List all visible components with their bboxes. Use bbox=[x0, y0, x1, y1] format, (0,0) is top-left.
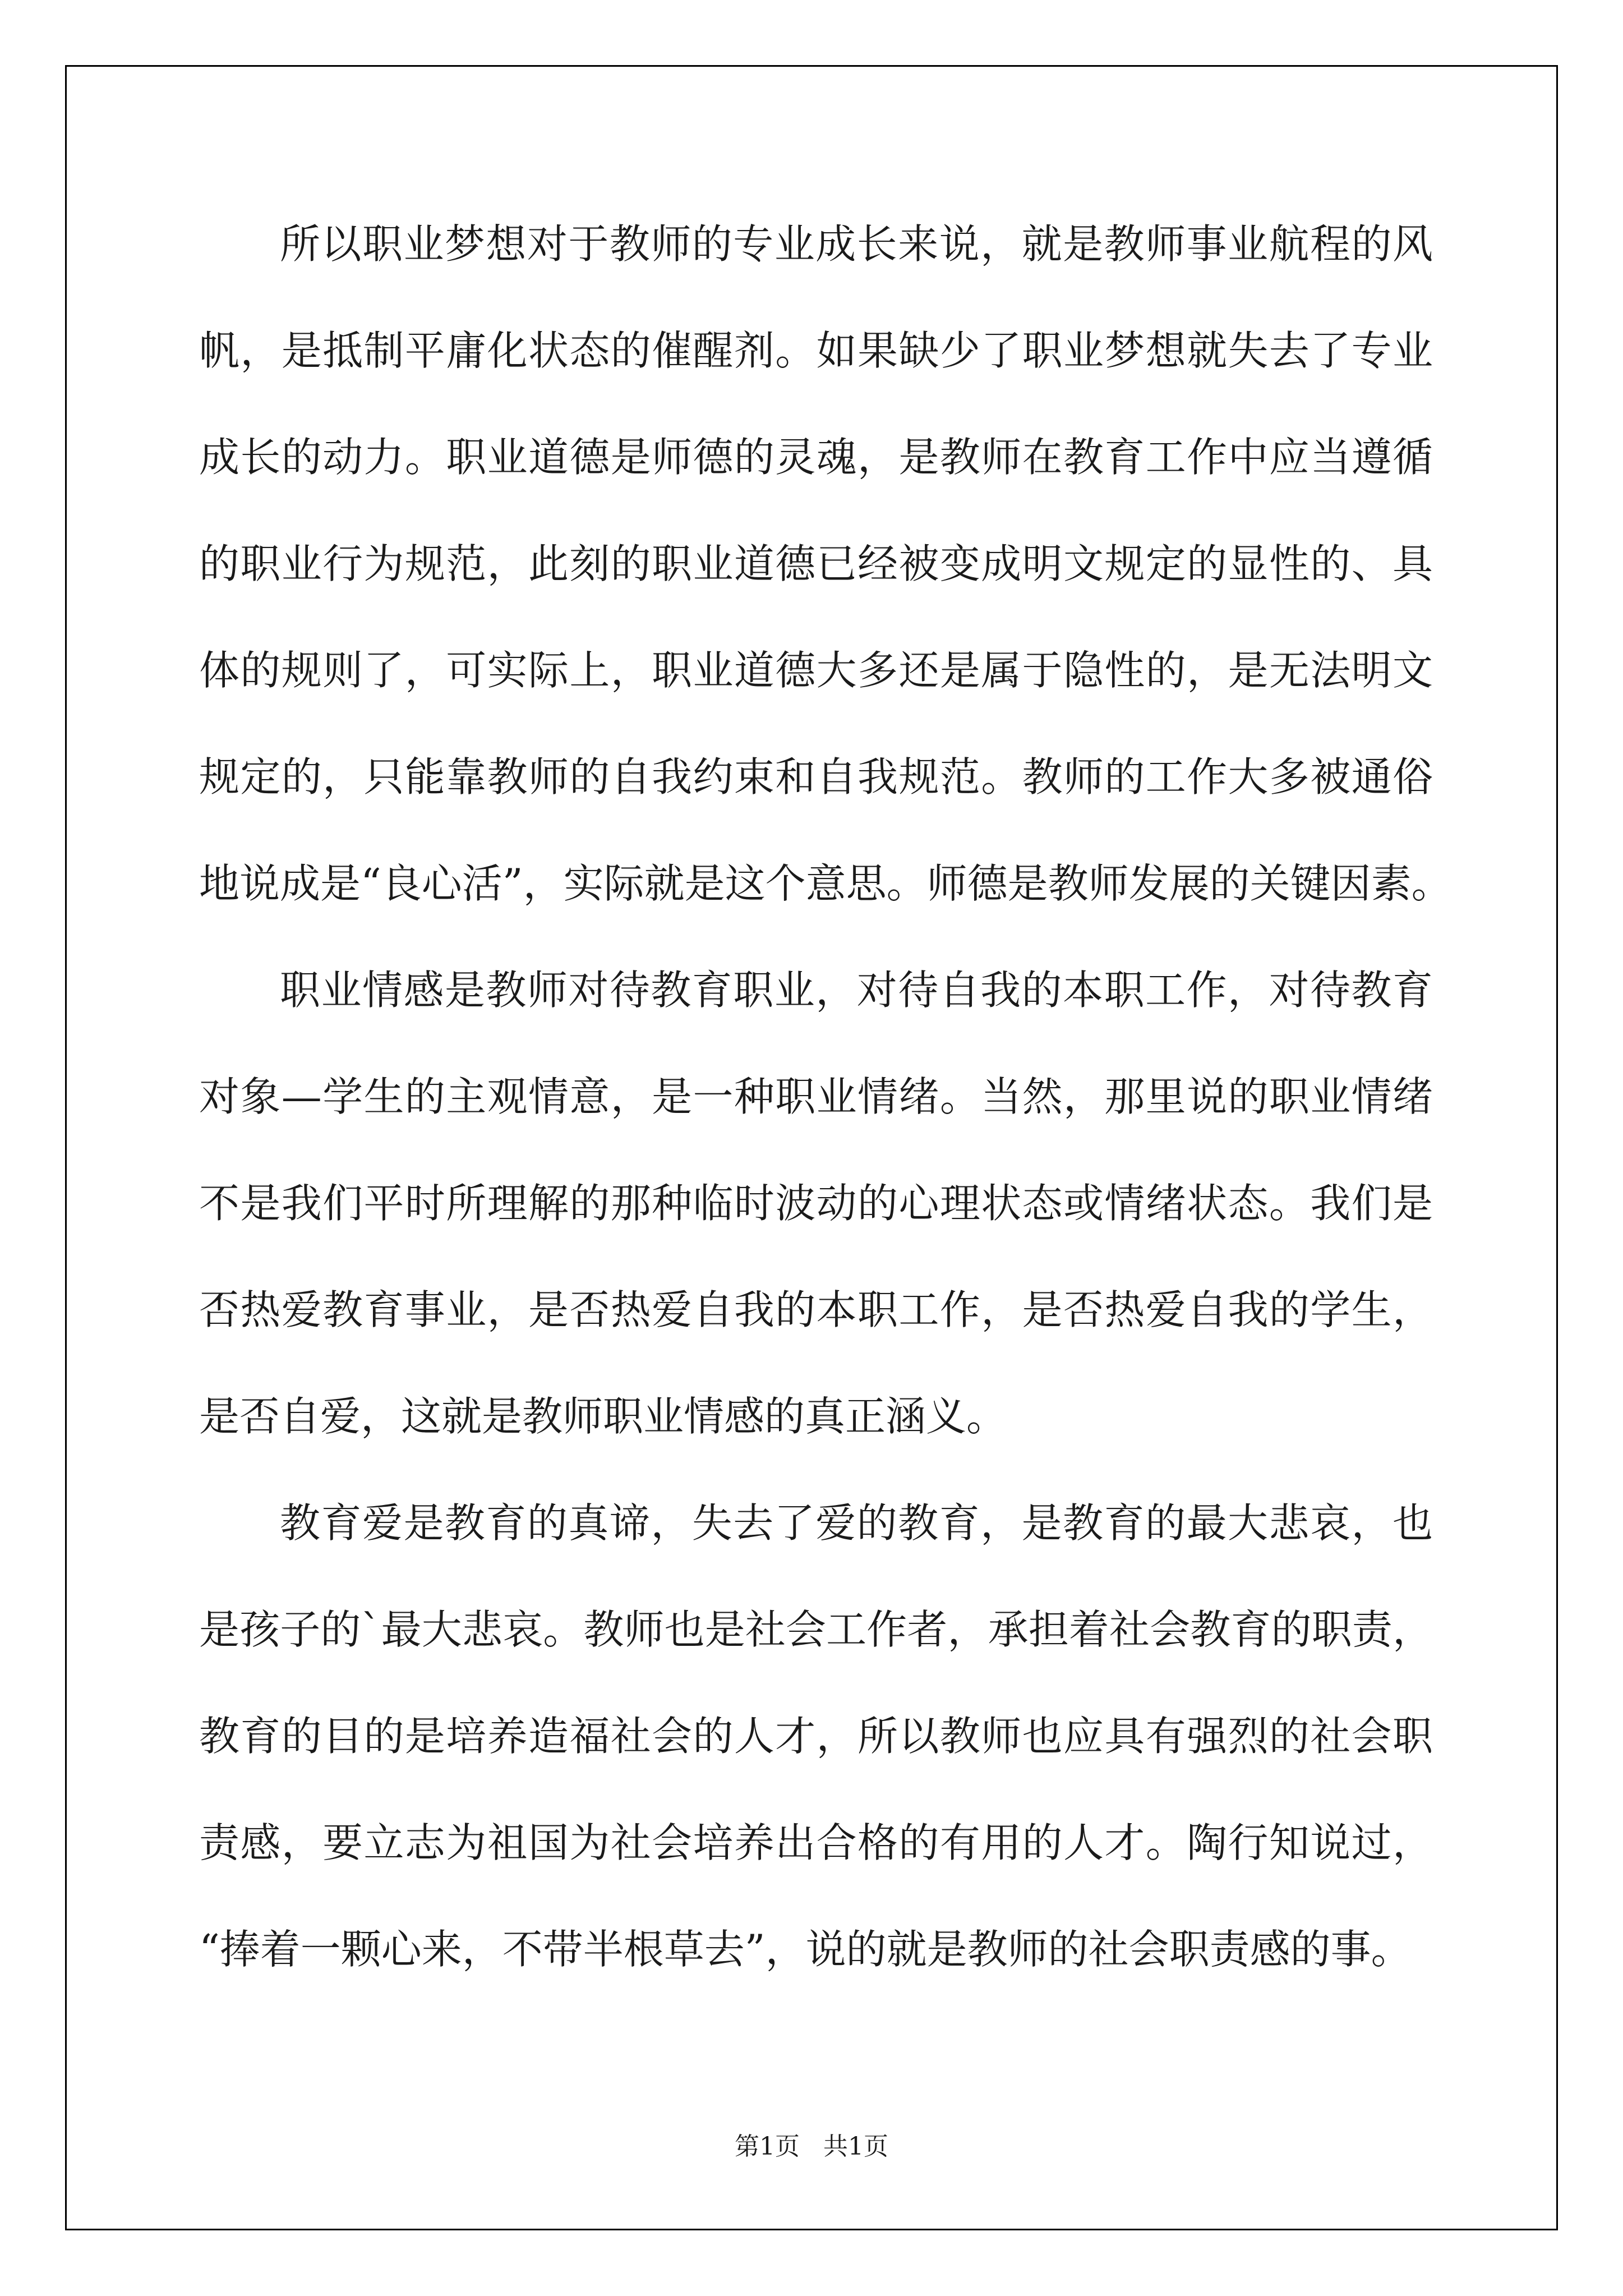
page-number-footer: 第1页 共1页 bbox=[735, 2132, 888, 2161]
paragraph-3-line-1: 教育爱是教育的真谛，失去了爱的教育，是教育的最大悲哀，也 bbox=[280, 1499, 1433, 1547]
paragraph-1-line-4: 的职业行为规范，此刻的职业道德已经被变成明文规定的显性的、具 bbox=[199, 540, 1433, 587]
paragraph-2-line-1: 职业情感是教师对待教育职业，对待自我的本职工作，对待教育 bbox=[280, 967, 1433, 1014]
paragraph-2-line-3: 不是我们平时所理解的那种临时波动的心理状态或情绪状态。我们是 bbox=[199, 1180, 1433, 1227]
paragraph-1-line-3: 成长的动力。职业道德是师德的灵魂，是教师在教育工作中应当遵循 bbox=[199, 434, 1433, 481]
paragraph-3-line-2: 是孩子的`最大悲哀。教师也是社会工作者，承担着社会教育的职责， bbox=[199, 1606, 1433, 1653]
paragraph-1-line-5: 体的规则了，可实际上，职业道德大多还是属于隐性的，是无法明文 bbox=[199, 647, 1433, 694]
paragraph-2-line-4: 否热爱教育事业，是否热爱自我的本职工作，是否热爱自我的学生， bbox=[199, 1286, 1433, 1333]
paragraph-3-line-4: 责感，要立志为祖国为社会培养出合格的有用的人才。陶行知说过， bbox=[199, 1819, 1433, 1866]
paragraph-1-line-2: 帆，是抵制平庸化状态的催醒剂。如果缺少了职业梦想就失去了专业 bbox=[199, 327, 1433, 374]
paragraph-1-line-1: 所以职业梦想对于教师的专业成长来说，就是教师事业航程的风 bbox=[280, 220, 1433, 268]
paragraph-3-line-5: “捧着一颗心来，不带半根草去”，说的就是教师的社会职责感的事。 bbox=[199, 1926, 1412, 1973]
paragraph-2-line-5: 是否自爱，这就是教师职业情感的真正涵义。 bbox=[199, 1393, 1007, 1440]
paragraph-1-line-6: 规定的，只能靠教师的自我约束和自我规范。教师的工作大多被通俗 bbox=[199, 753, 1433, 800]
document-body bbox=[199, 213, 1452, 2025]
paragraph-2-line-2: 对象—学生的主观情意，是一种职业情绪。当然，那里说的职业情绪 bbox=[199, 1073, 1433, 1120]
paragraph-1-line-7: 地说成是“良心活”，实际就是这个意思。师德是教师发展的关键因素。 bbox=[199, 860, 1452, 907]
paragraph-3-line-3: 教育的目的是培养造福社会的人才，所以教师也应具有强烈的社会职 bbox=[199, 1713, 1433, 1760]
